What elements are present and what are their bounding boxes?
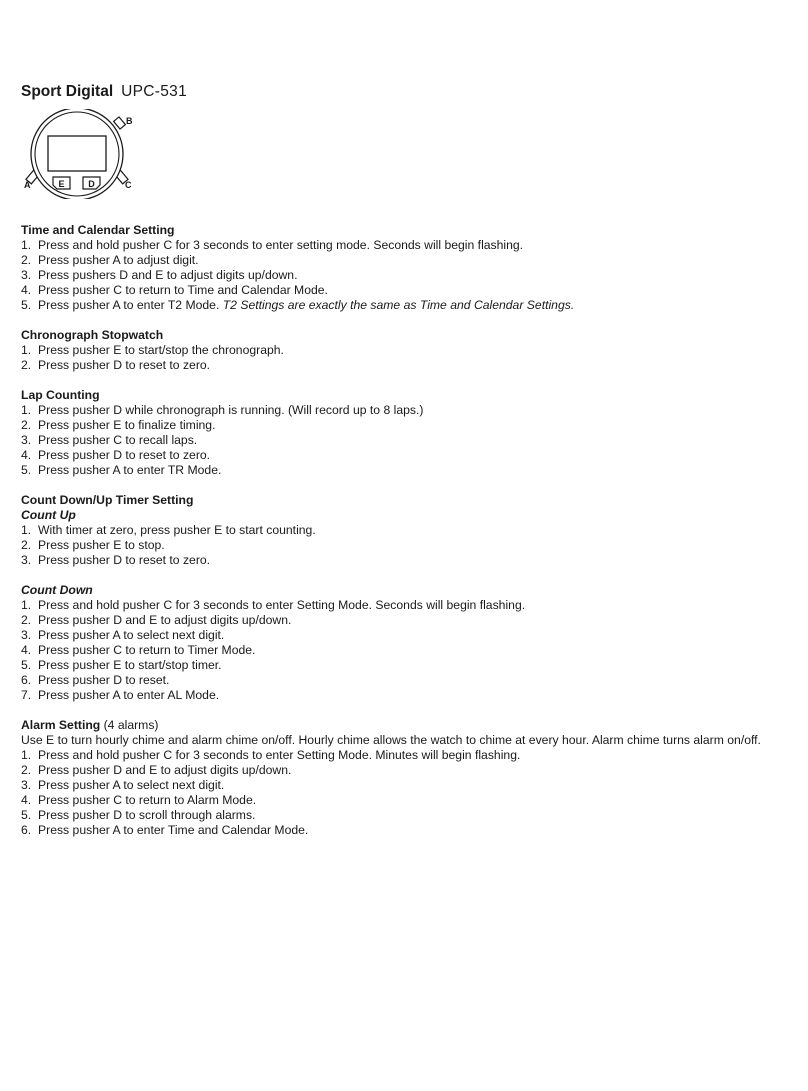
manual-page — [21, 83, 800, 853]
step-text: Press pusher C to recall laps. — [38, 433, 198, 447]
step-item — [21, 778, 800, 793]
step-text: Press pusher A to select next digit. — [38, 778, 225, 792]
step-item — [21, 613, 800, 628]
step-text: Press pusher D to reset to zero. — [38, 358, 211, 372]
step-list — [21, 523, 800, 568]
step-number: 3. — [21, 628, 32, 642]
step-number: 1. — [21, 748, 32, 762]
step-number: 6. — [21, 823, 32, 837]
subsection-count-down — [21, 583, 800, 703]
step-text: Press pusher E to start/stop timer. — [38, 658, 222, 672]
section-lap-counting — [21, 388, 800, 478]
section-chronograph — [21, 328, 800, 373]
step-text: Press pusher C to return to Alarm Mode. — [38, 793, 257, 807]
label-b: B — [126, 116, 133, 126]
section-heading-note: (4 alarms) — [103, 718, 159, 732]
step-item — [21, 553, 800, 568]
step-item — [21, 418, 800, 433]
step-text: Press pusher D to scroll through alarms. — [38, 808, 256, 822]
step-text: Press pusher D to reset to zero. — [38, 553, 211, 567]
step-text: Press and hold pusher C for 3 seconds to enter setting mode. Seconds will begin flashing. — [38, 238, 524, 252]
subsection-heading: Count Up — [21, 508, 76, 522]
section-heading — [21, 718, 800, 733]
step-number: 2. — [21, 763, 32, 777]
step-item — [21, 793, 800, 808]
step-item — [21, 298, 800, 313]
step-item — [21, 658, 800, 673]
step-number: 3. — [21, 268, 32, 282]
step-text: Press pusher D while chronograph is running. (Will record up to 8 laps.) — [38, 403, 424, 417]
step-number: 6. — [21, 673, 32, 687]
step-number: 2. — [21, 358, 32, 372]
step-item — [21, 673, 800, 688]
subsection-count-up — [21, 508, 800, 568]
step-number: 2. — [21, 418, 32, 432]
step-text: Press pusher A to enter AL Mode. — [38, 688, 220, 702]
model-number: UPC-531 — [121, 83, 187, 100]
step-number: 1. — [21, 403, 32, 417]
step-text: Press pusher C to return to Timer Mode. — [38, 643, 256, 657]
step-number: 1. — [21, 343, 32, 357]
pusher-b — [114, 117, 126, 129]
step-item — [21, 523, 800, 538]
step-number: 4. — [21, 283, 32, 297]
step-text: Press and hold pusher C for 3 seconds to enter Setting Mode. Seconds will begin flashing. — [38, 598, 526, 612]
step-text: Press pusher D to reset. — [38, 673, 170, 687]
step-number: 2. — [21, 253, 32, 267]
label-a: A — [24, 180, 31, 190]
step-text: Press pusher D and E to adjust digits up/down. — [38, 763, 292, 777]
subsection-heading: Count Down — [21, 583, 93, 597]
step-text: Press pusher D to reset to zero. — [38, 448, 211, 462]
section-heading: Lap Counting — [21, 388, 100, 402]
step-number: 4. — [21, 793, 32, 807]
step-text: Press pusher E to finalize timing. — [38, 418, 216, 432]
step-item — [21, 403, 800, 418]
step-text: Press pushers D and E to adjust digits up/down. — [38, 268, 298, 282]
step-list — [21, 598, 800, 703]
step-item — [21, 823, 800, 838]
watch-diagram-svg — [24, 109, 134, 199]
step-item — [21, 238, 800, 253]
page-title — [21, 83, 800, 101]
step-number: 4. — [21, 643, 32, 657]
step-item — [21, 283, 800, 298]
step-item — [21, 808, 800, 823]
step-text: Press pusher A to enter T2 Mode. — [38, 298, 220, 312]
step-item — [21, 598, 800, 613]
step-text: Press pusher A to select next digit. — [38, 628, 225, 642]
step-item — [21, 433, 800, 448]
step-list — [21, 238, 800, 313]
step-item — [21, 253, 800, 268]
step-text: Press pusher D and E to adjust digits up/down. — [38, 613, 292, 627]
label-c: C — [125, 180, 132, 190]
watch-diagram — [24, 109, 134, 199]
step-number: 1. — [21, 523, 32, 537]
step-number: 3. — [21, 433, 32, 447]
step-item — [21, 343, 800, 358]
step-number: 2. — [21, 613, 32, 627]
step-number: 1. — [21, 598, 32, 612]
section-alarm — [21, 718, 800, 838]
section-heading: Count Down/Up Timer Setting — [21, 493, 194, 507]
step-number: 7. — [21, 688, 32, 702]
step-text: Press pusher A to enter TR Mode. — [38, 463, 222, 477]
step-text: Press pusher A to adjust digit. — [38, 253, 199, 267]
step-note: T2 Settings are exactly the same as Time and Calendar Settings. — [222, 298, 575, 312]
step-item — [21, 628, 800, 643]
step-number: 3. — [21, 778, 32, 792]
step-number: 5. — [21, 808, 32, 822]
step-list — [21, 403, 800, 478]
step-number: 5. — [21, 298, 32, 312]
step-text: Press and hold pusher C for 3 seconds to enter Setting Mode. Minutes will begin flashing. — [38, 748, 521, 762]
step-number: 5. — [21, 463, 32, 477]
step-number: 1. — [21, 238, 32, 252]
instructions — [21, 223, 800, 838]
step-list — [21, 343, 800, 373]
product-name: Sport Digital — [21, 83, 114, 100]
step-item — [21, 538, 800, 553]
step-item — [21, 448, 800, 463]
step-text: Press pusher A to enter Time and Calendar Mode. — [38, 823, 309, 837]
section-intro: Use E to turn hourly chime and alarm chime on/off. Hourly chime allows the watch to chime at every hour. Alarm chime turns alarm on/off. — [21, 733, 761, 747]
watch-display — [48, 136, 106, 171]
step-item — [21, 268, 800, 283]
step-item — [21, 688, 800, 703]
step-number: 3. — [21, 553, 32, 567]
step-item — [21, 763, 800, 778]
step-text: Press pusher C to return to Time and Calendar Mode. — [38, 283, 328, 297]
step-list — [21, 748, 800, 838]
step-number: 4. — [21, 448, 32, 462]
step-item — [21, 463, 800, 478]
label-d: D — [88, 179, 95, 189]
section-timer — [21, 493, 800, 703]
step-item — [21, 643, 800, 658]
step-number: 2. — [21, 538, 32, 552]
step-number: 5. — [21, 658, 32, 672]
section-heading: Chronograph Stopwatch — [21, 328, 164, 342]
label-e: E — [58, 179, 65, 189]
step-text: Press pusher E to start/stop the chronograph. — [38, 343, 284, 357]
step-text: Press pusher E to stop. — [38, 538, 165, 552]
step-item — [21, 358, 800, 373]
step-text: With timer at zero, press pusher E to start counting. — [38, 523, 316, 537]
section-heading-text: Alarm Setting — [21, 718, 101, 732]
step-item — [21, 748, 800, 763]
section-heading: Time and Calendar Setting — [21, 223, 175, 237]
section-time-calendar — [21, 223, 800, 313]
